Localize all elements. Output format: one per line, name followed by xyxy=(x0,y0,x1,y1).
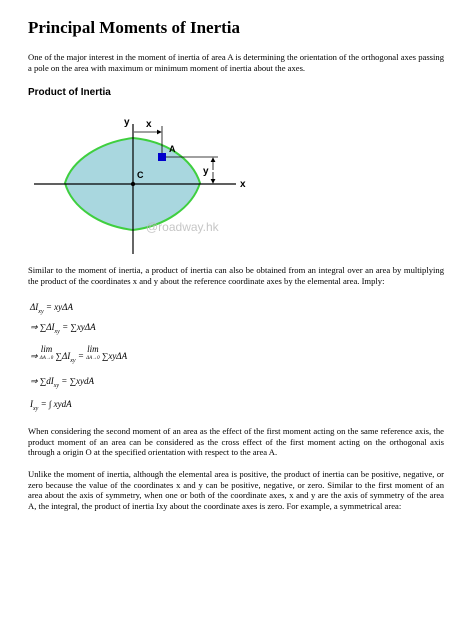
equation-2: ⇒ $\sum\Delta I_{xy} = \sum xy\Delta A$ xyxy=(30,322,96,335)
watermark: @roadway.hk xyxy=(146,220,219,234)
section-heading: Product of Inertia xyxy=(28,87,111,98)
paragraph-product-of-inertia: Similar to the moment of inertia, a product of inertia can also be obtained from an integral over an area by multiplying the product of the coordinates x and y about the reference coordinate axes by the elemental area. Imply: xyxy=(28,265,444,286)
elemental-area-square xyxy=(158,153,166,161)
x-dim-label: x xyxy=(146,119,152,130)
area-a-label: A xyxy=(169,144,176,154)
centroid-dot xyxy=(131,182,135,186)
equation-1: $\Delta I_{xy} = xy\Delta A$ xyxy=(30,302,73,315)
paragraph-symmetry: Unlike the moment of inertia, although the elemental area is positive, the product of inertia can be positive, negative, or zero because the value of the coordinates x and y can be positive, negative, or zero. Similar to the first moment of an area about the axis of symmetry, when one or both of the coordinate axes, x and y are the axis of symmetry of the area A, the integral, the product of inertia Ixy about the coordinate axes is zero. For example, a symmetrical area: xyxy=(28,469,444,511)
equation-4: ⇒ $\sum dI_{xy}$ = ∑xydA xyxy=(30,376,95,389)
equation-3: ⇒ lim ΔA→0 $\sum\Delta I_{xy} = \lim$ ΔA→0 ∑xyΔA xyxy=(30,344,128,364)
paragraph-second-moment: When considering the second moment of an area as the effect of the first moment acting on the same reference axis, the product moment of an area can be considered as the cross effect of the first moment acting on the orthogonal axis through a origin O at the specified orientation with respect to the area A. xyxy=(28,426,444,458)
page-title: Principal Moments of Inertia xyxy=(28,18,240,37)
equation-5: $I_{xy}$ = ∫ xydA xyxy=(30,399,72,412)
x-axis-label: x xyxy=(240,179,246,190)
y-dim-label: y xyxy=(203,166,209,177)
y-axis-label: y xyxy=(124,117,130,128)
centroid-c-label: C xyxy=(137,170,144,180)
intro-paragraph: One of the major interest in the moment of inertia of area A is determining the orientation of the orthogonal axes passing a pole on the area with maximum or minimum moment of inertia about the axes. xyxy=(28,52,444,73)
